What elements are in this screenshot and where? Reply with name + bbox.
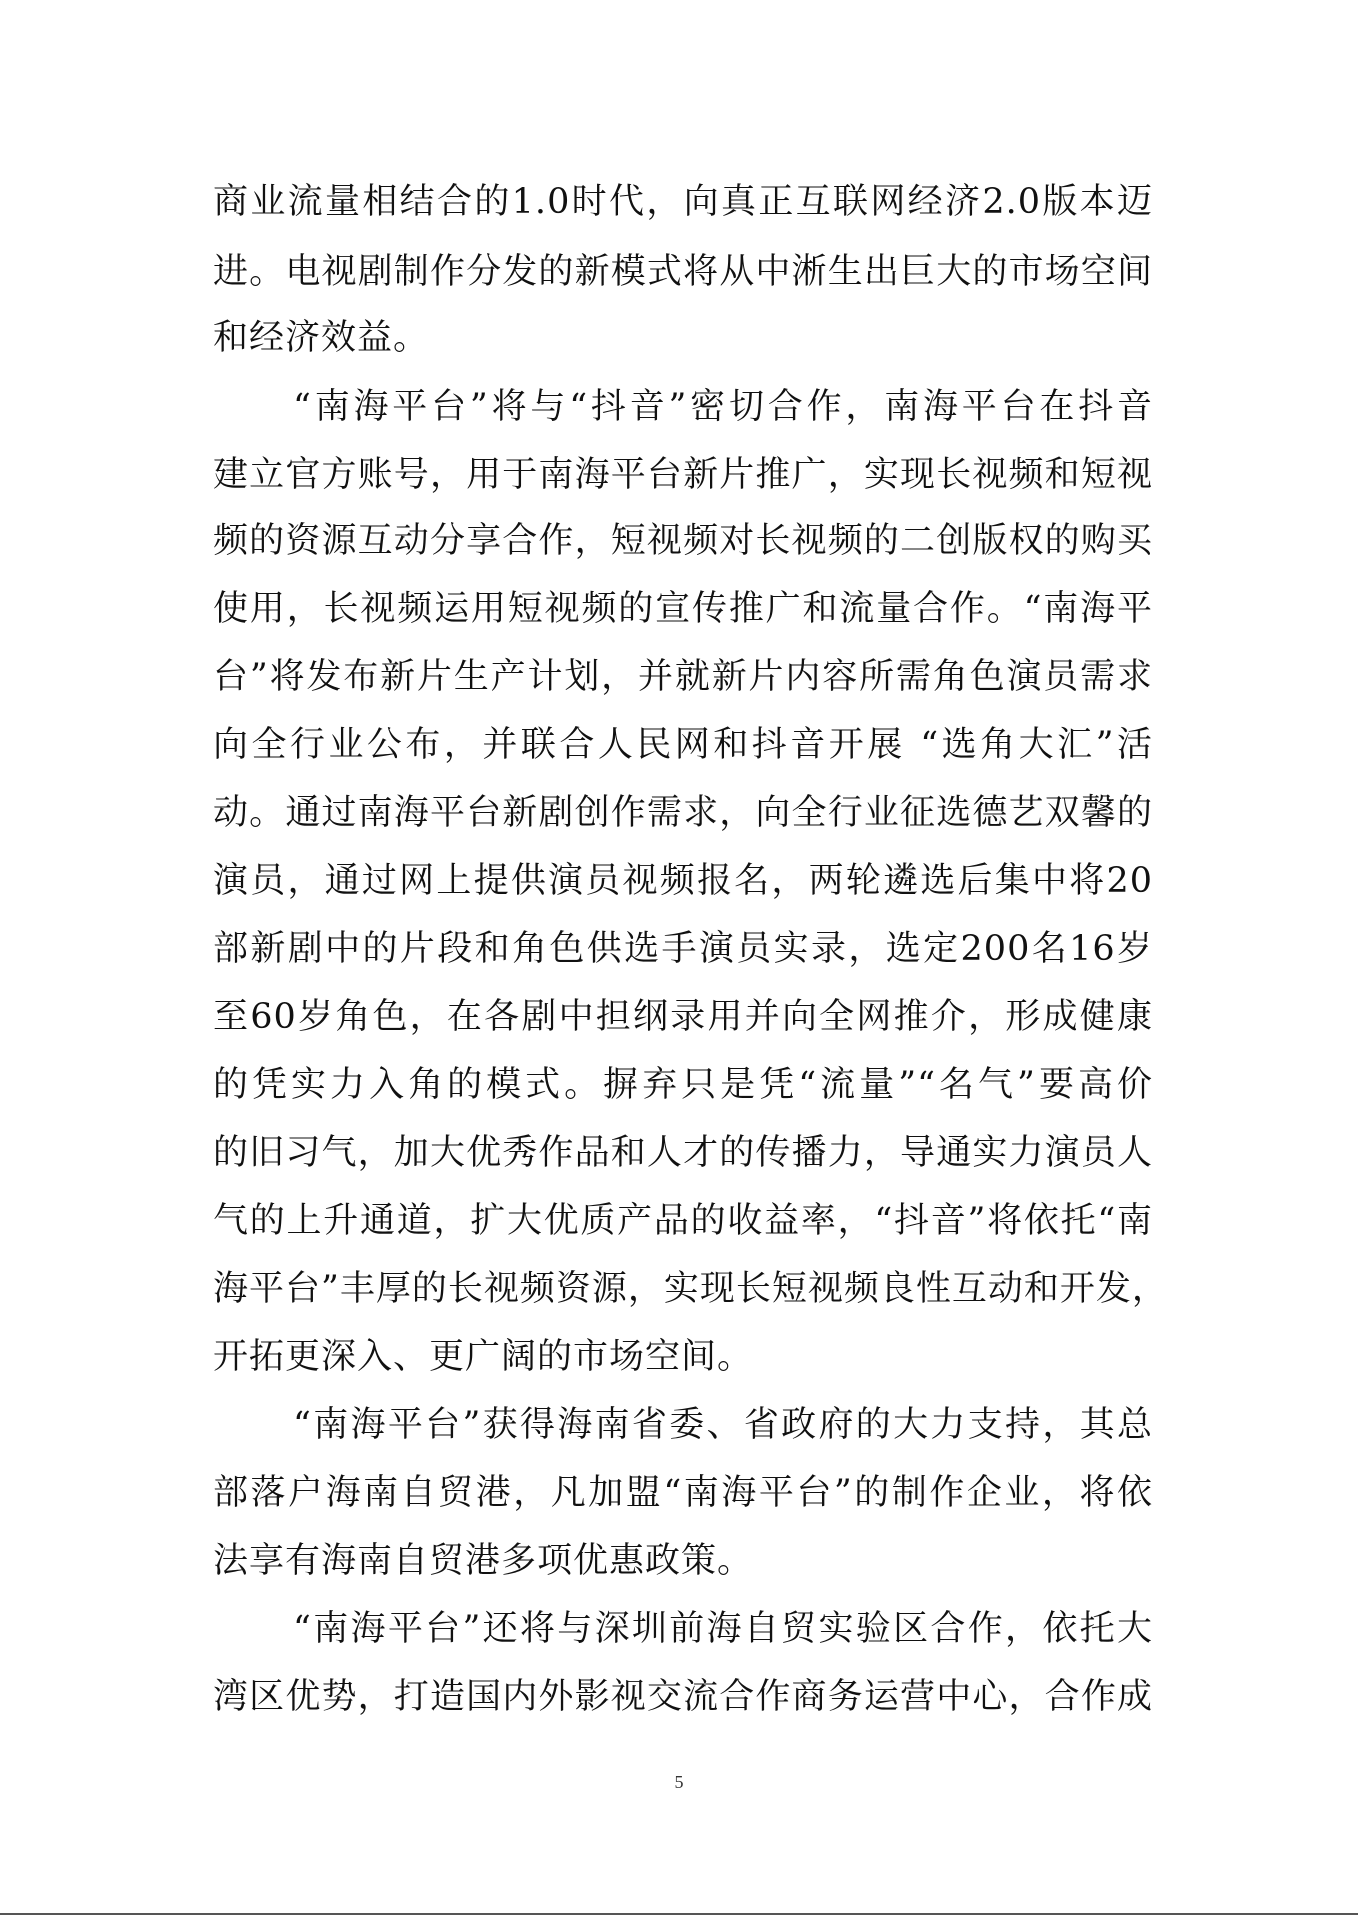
body-text-line: 频的资源互动分享合作，短视频对长视频的二创版权的购买 [213,521,1153,561]
body-text-line: 法享有海南自贸港多项优惠政策。 [213,1541,754,1581]
body-text-line: 湾区优势，打造国内外影视交流合作商务运营中心，合作成 [213,1677,1153,1717]
body-text-line: 建立官方账号，用于南海平台新片推广，实现长视频和短视 [213,455,1153,495]
body-text-line: 海平台”丰厚的长视频资源，实现长短视频良性互动和开发， [213,1269,1168,1309]
body-text-line: 台”将发布新片生产计划，并就新片内容所需角色演员需求 [213,657,1153,697]
body-text-line: 部新剧中的片段和角色供选手演员实录，选定200名16岁 [213,929,1153,969]
page-number: 5 [674,1772,684,1792]
paragraph-first-line: “南海平台”将与“抖音”密切合作，南海平台在抖音 [293,387,1153,427]
body-text-line: 至60岁角色，在各剧中担纲录用并向全网推介，形成健康 [213,997,1153,1037]
body-text-line: 部落户海南自贸港，凡加盟“南海平台”的制作企业，将依 [213,1473,1153,1513]
paragraph-first-line: “南海平台”还将与深圳前海自贸实验区合作，依托大 [293,1609,1153,1649]
body-text-line: 进。电视剧制作分发的新模式将从中淅生出巨大的市场空间 [213,252,1153,292]
body-text-line: 的旧习气，加大优秀作品和人才的传播力，导通实力演员人 [213,1133,1153,1173]
body-text-line: 向全行业公布，并联合人民网和抖音开展 “选角大汇”活 [213,725,1153,765]
body-text-line: 商业流量相结合的1.0时代，向真正互联网经济2.0版本迈 [213,182,1153,222]
body-text-line: 的凭实力入角的模式。摒弃只是凭“流量”“名气”要高价 [213,1065,1153,1105]
body-text-line: 和经济效益。 [213,318,430,358]
body-text-line: 开拓更深入、更广阔的市场空间。 [213,1337,754,1377]
paragraph-first-line: “南海平台”获得海南省委、省政府的大力支持，其总 [293,1405,1153,1445]
body-text-line: 动。通过南海平台新剧创作需求，向全行业征选德艺双馨的 [213,793,1153,833]
body-text-line: 演员，通过网上提供演员视频报名，两轮遴选后集中将20 [213,861,1153,901]
body-text-line: 使用，长视频运用短视频的宣传推广和流量合作。“南海平 [213,589,1153,629]
body-text-line: 气的上升通道，扩大优质产品的收益率，“抖音”将依托“南 [213,1201,1153,1241]
bottom-edge-rule [0,1913,1358,1915]
